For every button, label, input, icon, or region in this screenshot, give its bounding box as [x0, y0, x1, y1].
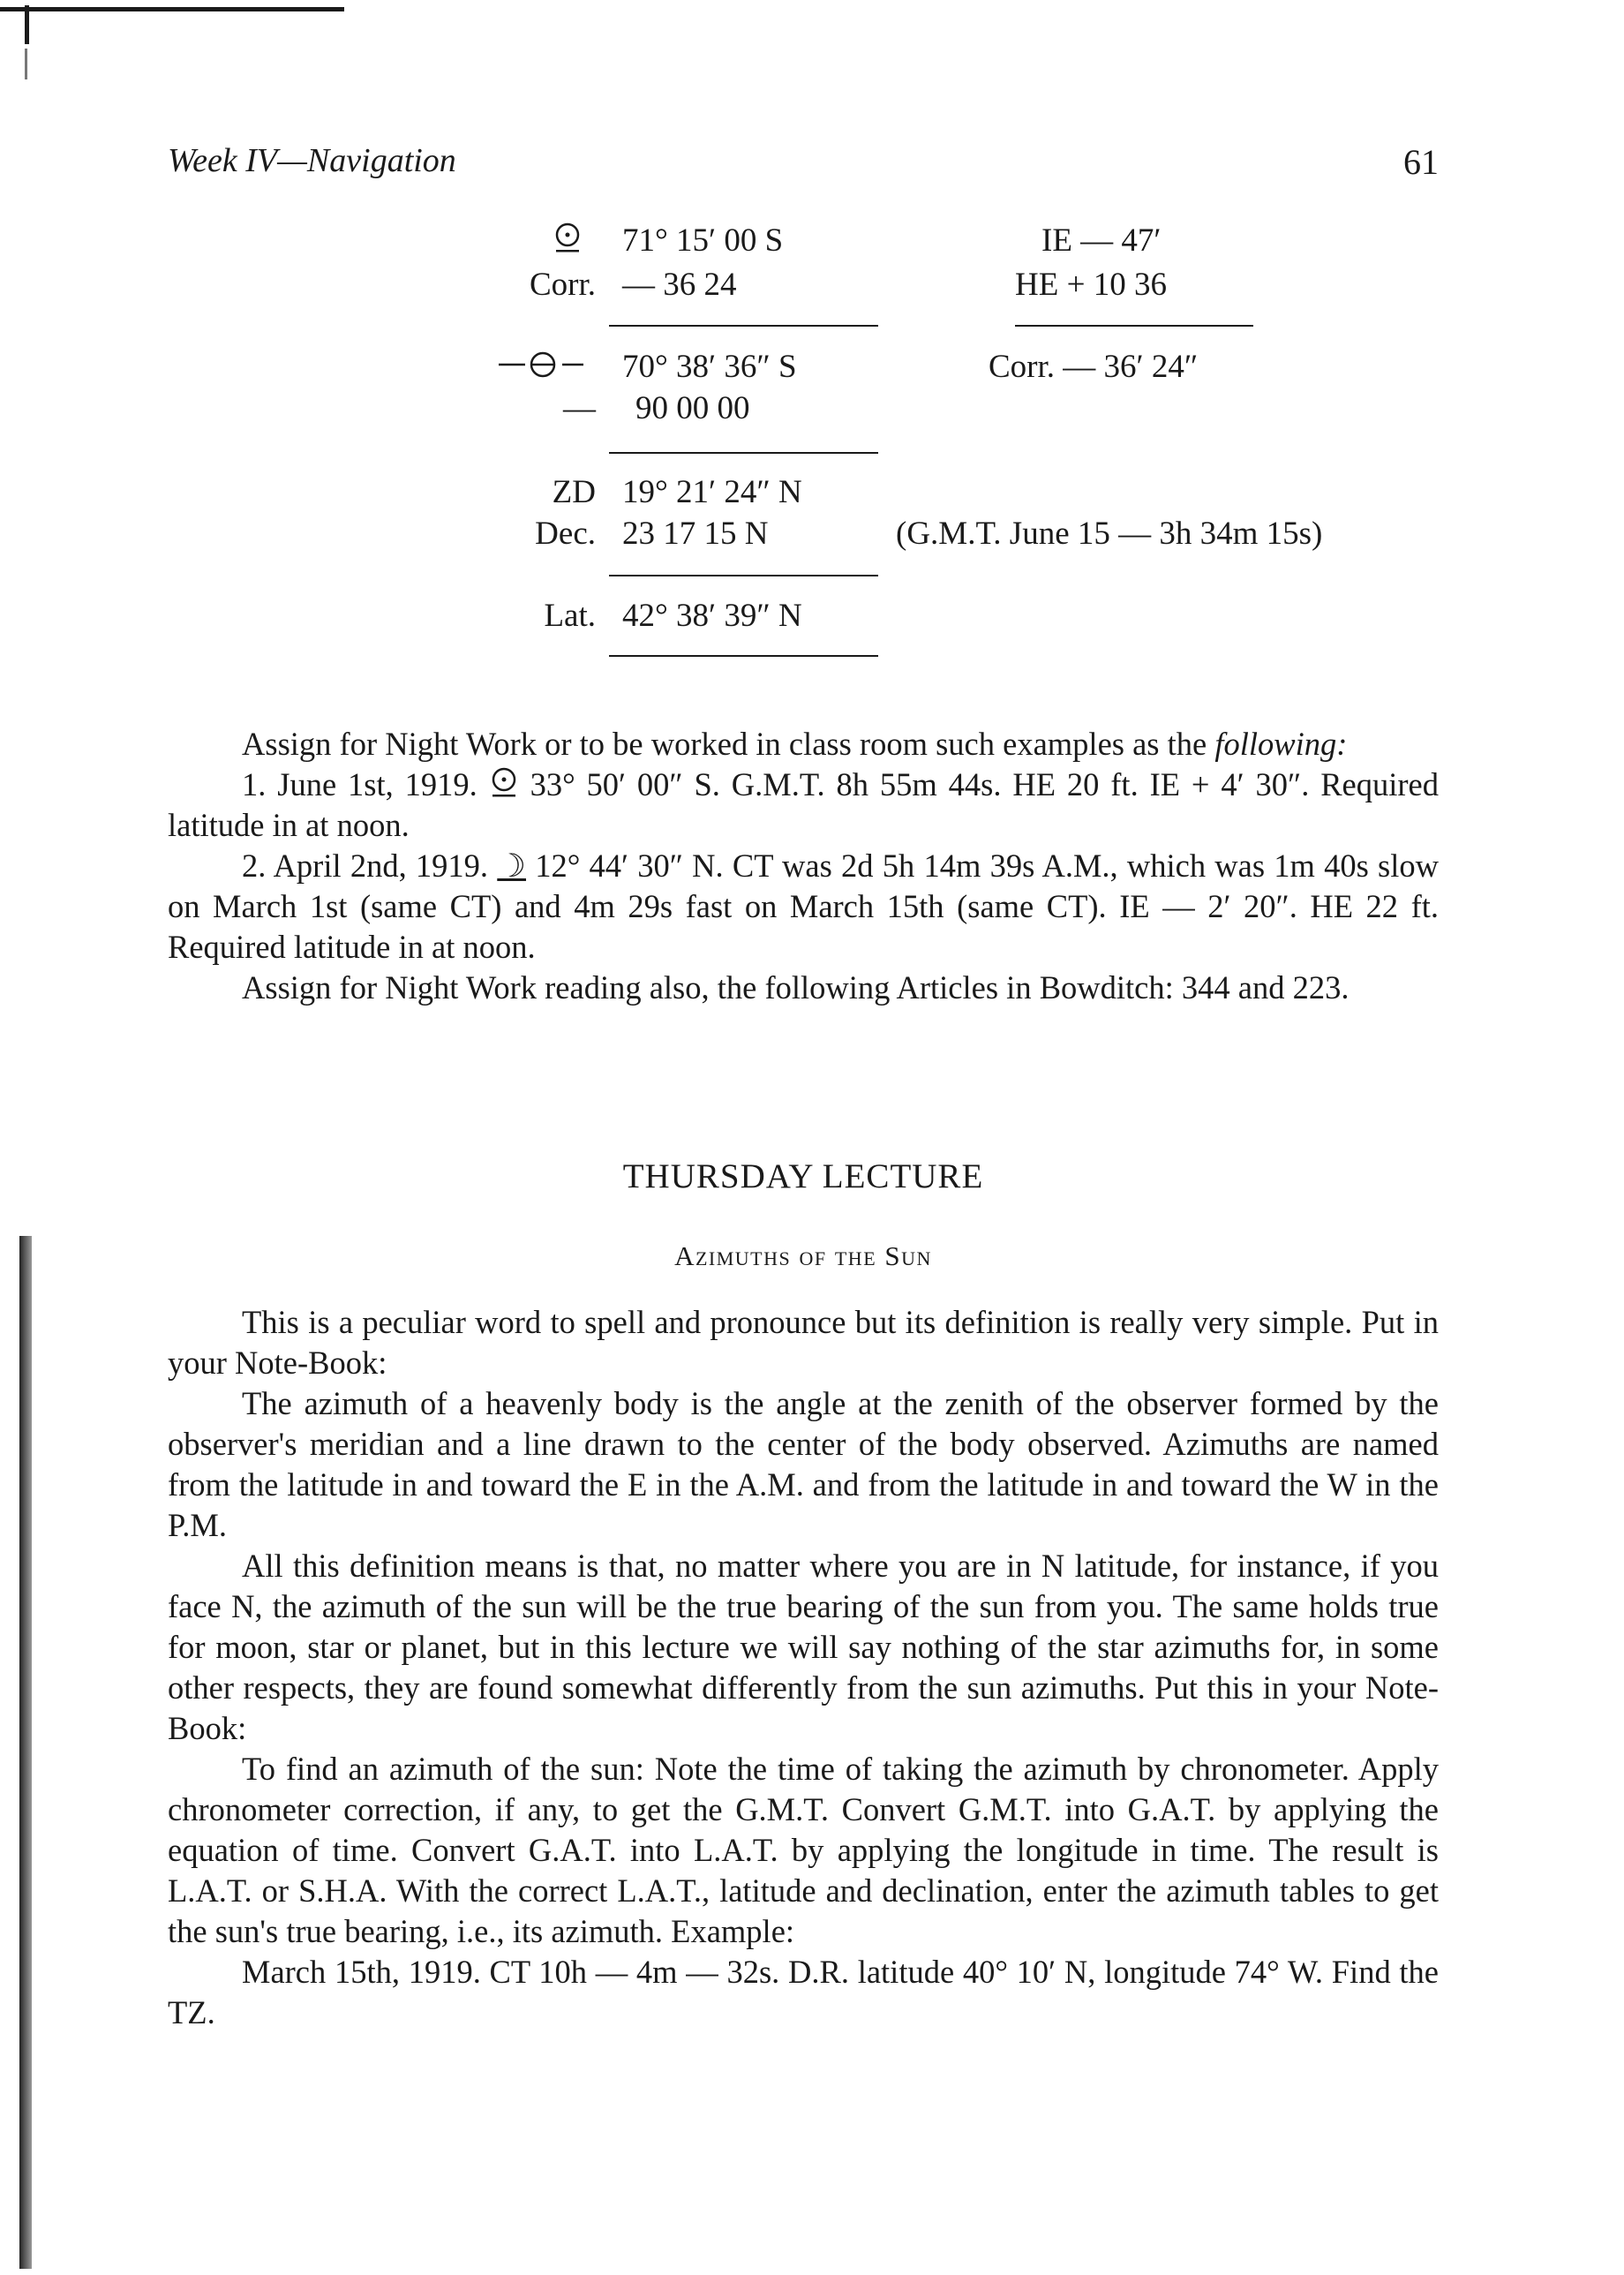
calc-label-dec: Dec. [535, 516, 596, 552]
sun-lower-limb-symbol [468, 221, 583, 261]
sun-center-symbol [481, 347, 596, 388]
lecture-paragraph: All this definition means is that, no matter where you are in N latitude, for instance, if you face N, the azimuth of the sun will be the true bearing of the sun from you. The same holds true for moon, star or planet, but in this lecture we will say nothing of the star azimuths for, in some other respects, they are found somewhat differently from the sun azimuths. Put this in your Note-Book: [168, 1548, 1439, 1746]
lecture-body [168, 1302, 1439, 2033]
calc-latitude: 42° 38′ 39″ N [622, 598, 802, 634]
lecture-paragraph: The azimuth of a heavenly body is the angle at the zenith of the observer formed by the observer's meridian and a line drawn to the center of the body observed. Azimuths are named from the latitude in and toward the E in the A.M. and from the latitude in and toward the W in the P.M. [168, 1385, 1439, 1543]
calc-rule [609, 655, 878, 657]
lecture-paragraph: To find an azimuth of the sun: Note the time of taking the azimuth by chronometer. Apply chronometer correction, if any, to get the G.M.T. Convert G.M.T. into G.A.T. by applying the equation of time. Convert G.A.T. into L.A.T. by applying the longitude in time. The result is L.A.T. or S.H.A. With the correct L.A.T., latitude and declination, enter the azimuth tables to get the sun's true bearing, i.e., its azimuth. Example: [168, 1751, 1439, 1949]
calc-zenith-distance: 19° 21′ 24″ N [622, 474, 802, 510]
calc-total-correction: Corr. — 36′ 24″ [989, 349, 1199, 385]
reading-assignment: Assign for Night Work reading also, the following Articles in Bowditch: 344 and 223. [242, 969, 1350, 1006]
calc-label-corr: Corr. [529, 267, 596, 303]
assignment-section [168, 724, 1439, 1008]
calc-label-zd: ZD [552, 474, 596, 510]
calc-observed-altitude: 71° 15′ 00 S [622, 222, 784, 259]
calc-label-dash: — [563, 390, 596, 426]
example-2: 2. April 2nd, 1919. ☽ 12° 44′ 30″ N. CT was 2d 5h 14m 39s A.M., which was 1m 40s slow on March 1st (same CT) and 4m 29s fast on March 15th (same CT). IE — 2′ 20″. HE 22 ft. Required latitude in at noon. [168, 847, 1440, 965]
calc-rule [1015, 325, 1253, 327]
scan-binding-shadow [19, 1236, 32, 2269]
lecture-paragraph: March 15th, 1919. CT 10h — 4m — 32s. D.R. latitude 40° 10′ N, longitude 74° W. Find the TZ. [168, 1954, 1439, 2030]
calc-gmt-note: (G.M.T. June 15 — 3h 34m 15s) [896, 516, 1323, 552]
calc-correction: — 36 24 [622, 267, 737, 303]
example-1: 1. June 1st, 1919. 33° 50′ 00″ S. G.M.T. 8h 55m 44s. HE 20 ft. IE + 4′ 30″. Required latitude in at noon. [168, 766, 1440, 843]
moon-lower-limb-icon: ☽ [497, 847, 527, 884]
calc-declination: 23 17 15 N [622, 516, 769, 552]
lecture-subtitle: Azimuths of the Sun [674, 1240, 932, 1271]
calc-rule [609, 575, 878, 576]
calc-index-error: IE — 47′ [1041, 222, 1162, 259]
running-head: Week IV—Navigation [168, 142, 456, 179]
sun-lower-limb-icon [489, 765, 519, 801]
calc-true-altitude: 70° 38′ 36″ S [622, 349, 797, 385]
calc-rule [609, 325, 878, 327]
calc-ninety: 90 00 00 [635, 390, 750, 426]
page-number: 61 [1403, 142, 1439, 182]
calc-rule [609, 452, 878, 454]
calc-height-of-eye: HE + 10 36 [1015, 267, 1167, 303]
calc-label-lat: Lat. [544, 598, 596, 634]
lecture-title: THURSDAY LECTURE [622, 1157, 984, 1195]
assignment-intro: Assign for Night Work or to be worked in class room such examples as the following: [242, 726, 1348, 762]
scan-edge-mark [0, 0, 344, 79]
lecture-paragraph: This is a peculiar word to spell and pronounce but its definition is really very simple. Put in your Note-Book: [168, 1304, 1439, 1381]
